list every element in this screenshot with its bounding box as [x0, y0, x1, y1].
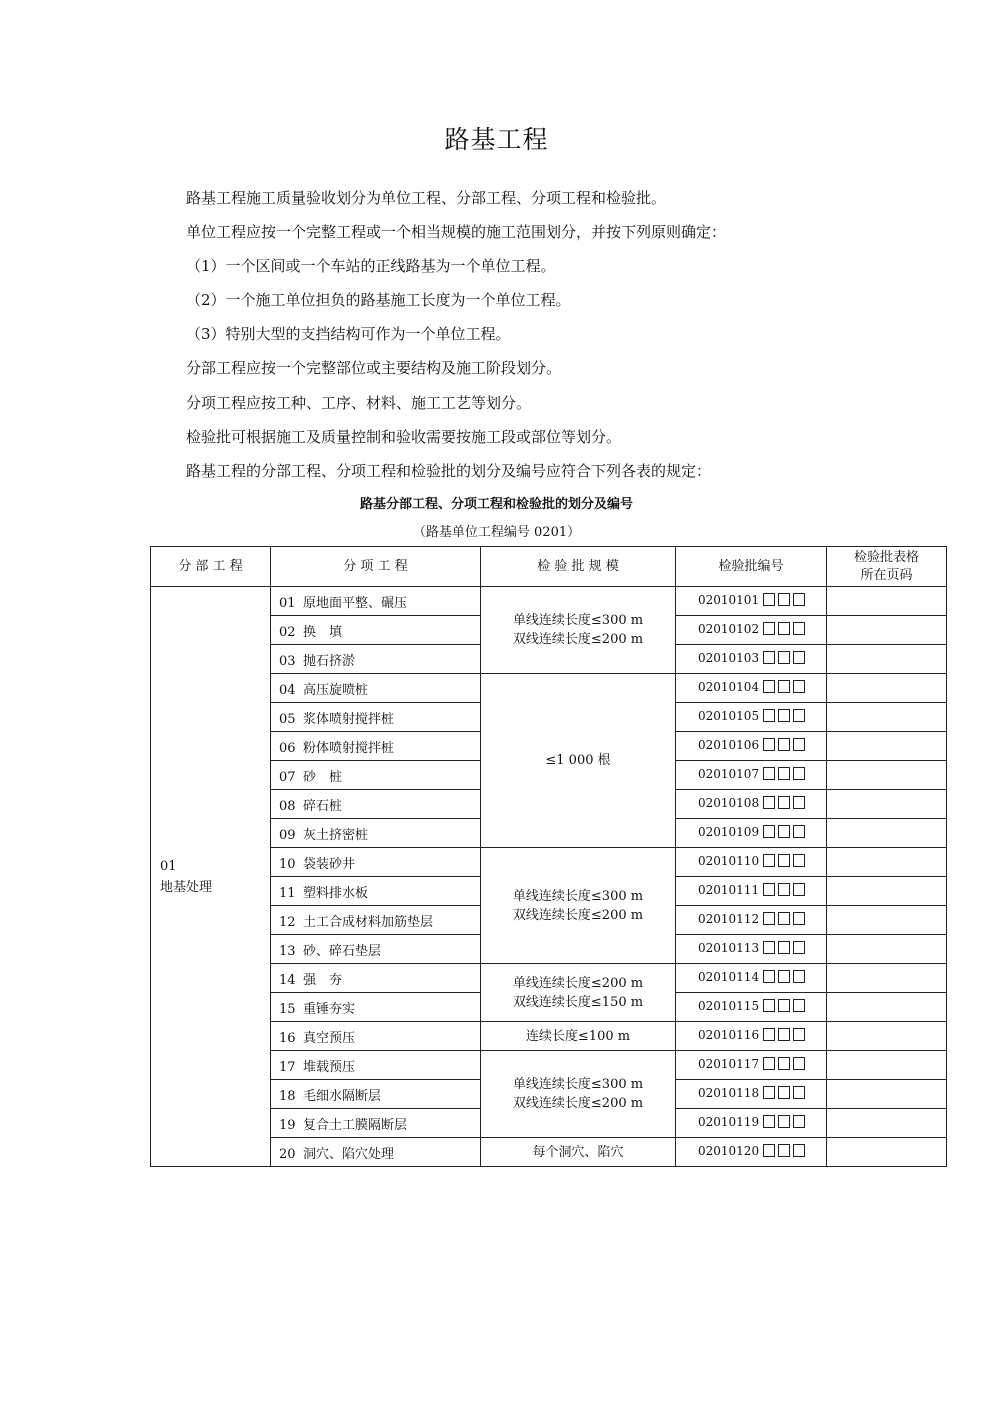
page-cell: [827, 906, 947, 935]
code-box: [763, 709, 775, 722]
scale-cell: [481, 587, 676, 674]
page-cell: [827, 848, 947, 877]
item-cell: [271, 1051, 481, 1080]
code-boxes: [763, 738, 808, 754]
code-box: [793, 999, 805, 1012]
item-name: 浆体喷射搅拌桩: [303, 711, 395, 727]
code-cell: [676, 645, 827, 674]
code-box: [778, 622, 790, 635]
item-cell: [271, 877, 481, 906]
batch-code: 02010111: [698, 883, 760, 897]
page-cell: [827, 819, 947, 848]
code-box: [778, 796, 790, 809]
item-cell: [271, 1080, 481, 1109]
code-cell: [676, 761, 827, 790]
code-boxes: [763, 796, 808, 812]
item-number: 04: [279, 682, 296, 698]
item-name: 土工合成材料加筋垫层: [303, 914, 434, 930]
code-box: [763, 738, 775, 751]
code-box: [778, 767, 790, 780]
scale-text: 单线连续长度≤300 m: [512, 1077, 644, 1092]
page-cell: [827, 1022, 947, 1051]
code-box: [778, 970, 790, 983]
scale-cell: [481, 1051, 676, 1138]
item-name: 抛石挤淤: [303, 653, 356, 669]
code-box: [793, 912, 805, 925]
code-boxes: [763, 709, 808, 725]
code-cell: [676, 1051, 827, 1080]
code-box: [763, 767, 775, 780]
item-cell: [271, 1022, 481, 1051]
code-box: [763, 825, 775, 838]
code-box: [793, 622, 805, 635]
code-box: [763, 1086, 775, 1099]
scale-text: 双线连续长度≤200 m: [512, 907, 644, 923]
item-name: 袋装砂井: [303, 856, 356, 872]
item-cell: [271, 790, 481, 819]
scale-text: 每个洞穴、陷穴: [532, 1144, 624, 1160]
item-number: 08: [279, 798, 296, 814]
item-number: 15: [279, 1001, 296, 1017]
code-box: [763, 1144, 775, 1157]
item-name: 砂 桩: [303, 769, 343, 785]
code-box: [793, 1115, 805, 1128]
code-box: [778, 854, 790, 867]
table-row: [151, 964, 947, 993]
code-cell: [676, 616, 827, 645]
code-box: [763, 912, 775, 925]
item-cell: [271, 906, 481, 935]
code-box: [763, 1028, 775, 1041]
code-cell: [676, 674, 827, 703]
batch-code: 02010107: [698, 767, 760, 781]
item-number: 05: [279, 711, 296, 727]
item-name: 原地面平整、碾压: [303, 595, 408, 611]
item-number: 13: [279, 943, 296, 959]
code-box: [763, 854, 775, 867]
item-number: 01: [279, 595, 296, 611]
code-box: [793, 1028, 805, 1041]
paragraph: 分项工程应按工种、工序、材料、施工工艺等划分。: [186, 394, 532, 412]
code-box: [778, 883, 790, 896]
code-cell: [676, 1109, 827, 1138]
code-cell: [676, 790, 827, 819]
header-page-line2: 所在页码: [860, 567, 913, 583]
code-box: [763, 622, 775, 635]
item-name: 高压旋喷桩: [303, 682, 369, 698]
code-cell: [676, 877, 827, 906]
item-number: 18: [279, 1088, 296, 1104]
page-cell: [827, 935, 947, 964]
code-box: [793, 825, 805, 838]
page-cell: [827, 1080, 947, 1109]
item-name: 洞穴、陷穴处理: [303, 1146, 395, 1162]
header-division: 分 部 工 程: [151, 547, 271, 587]
code-box: [763, 941, 775, 954]
code-boxes: [763, 854, 808, 870]
page-title: 路基工程: [444, 125, 549, 154]
paragraph: 单位工程应按一个完整工程或一个相当规模的施工范围划分，并按下列原则确定：: [186, 223, 727, 241]
code-box: [778, 680, 790, 693]
batch-code: 02010113: [698, 941, 760, 955]
item-name: 砂、碎石垫层: [303, 943, 382, 959]
scale-text: 单线连续长度≤300 m: [512, 613, 644, 628]
code-box: [793, 941, 805, 954]
paragraph: 分部工程应按一个完整部位或主要结构及施工阶段划分。: [186, 359, 562, 377]
code-box: [763, 1115, 775, 1128]
code-boxes: [763, 593, 808, 609]
batch-code: 02010110: [698, 854, 760, 868]
code-cell: [676, 935, 827, 964]
division-cell: [151, 587, 271, 1167]
item-name: 复合土工膜隔断层: [303, 1117, 408, 1133]
division-code: 01: [160, 858, 177, 874]
table-body: [151, 587, 947, 1167]
code-box: [763, 796, 775, 809]
batch-code: 02010104: [698, 680, 760, 694]
code-box: [778, 1028, 790, 1041]
item-cell: [271, 761, 481, 790]
division-name: 地基处理: [160, 879, 213, 895]
item-number: 07: [279, 769, 296, 785]
item-number: 11: [279, 885, 296, 901]
scale-text: 单线连续长度≤200 m: [512, 975, 644, 991]
code-box: [763, 651, 775, 664]
scale-text: 单线连续长度≤300 m: [512, 888, 644, 904]
code-boxes: [763, 651, 808, 667]
scale-text: 双线连续长度≤200 m: [512, 632, 644, 647]
table-row: [151, 587, 947, 616]
item-cell: [271, 819, 481, 848]
item-number: 09: [279, 827, 296, 843]
item-cell: [271, 848, 481, 877]
item-number: 16: [279, 1030, 296, 1046]
code-box: [778, 651, 790, 664]
code-box: [778, 825, 790, 838]
header-page-line1: 检验批表格: [853, 549, 919, 565]
page-cell: [827, 674, 947, 703]
batch-code: 02010118: [698, 1086, 760, 1100]
scale-cell: [481, 674, 676, 848]
code-box: [793, 883, 805, 896]
batch-code: 02010115: [698, 999, 760, 1013]
code-box: [793, 1057, 805, 1070]
table-row: [151, 1051, 947, 1080]
code-box: [763, 999, 775, 1012]
item-cell: [271, 616, 481, 645]
code-cell: [676, 819, 827, 848]
code-boxes: [763, 970, 808, 986]
paragraph: （3）特别大型的支挡结构可作为一个单位工程。: [186, 325, 511, 343]
code-box: [793, 651, 805, 664]
code-box: [778, 1144, 790, 1157]
item-cell: [271, 935, 481, 964]
paragraph: 路基工程施工质量验收划分为单位工程、分部工程、分项工程和检验批。: [186, 189, 667, 207]
item-name: 碎石桩: [303, 798, 343, 814]
item-number: 10: [279, 856, 296, 872]
paragraph: （2）一个施工单位担负的路基施工长度为一个单位工程。: [186, 291, 571, 309]
item-cell: [271, 993, 481, 1022]
batch-code: 02010108: [698, 796, 760, 810]
item-number: 03: [279, 653, 296, 669]
item-cell: [271, 732, 481, 761]
code-box: [793, 1144, 805, 1157]
code-box: [778, 593, 790, 606]
batch-code: 02010114: [698, 970, 760, 984]
code-box: [793, 738, 805, 751]
page-cell: [827, 964, 947, 993]
header-code: 检验批编号: [676, 547, 827, 587]
page-cell: [827, 1051, 947, 1080]
item-cell: [271, 1138, 481, 1167]
table-row: [151, 1138, 947, 1167]
code-box: [793, 767, 805, 780]
item-name: 塑料排水板: [303, 885, 369, 901]
paragraph: 路基工程的分部工程、分项工程和检验批的划分及编号应符合下列各表的规定：: [186, 462, 712, 480]
code-cell: [676, 848, 827, 877]
item-name: 堆载预压: [303, 1059, 356, 1075]
page-cell: [827, 877, 947, 906]
page-cell: [827, 1109, 947, 1138]
code-box: [763, 1057, 775, 1070]
code-box: [778, 912, 790, 925]
scale-text: 双线连续长度≤200 m: [512, 1096, 644, 1111]
code-boxes: [763, 622, 808, 638]
page-cell: [827, 1138, 947, 1167]
page-cell: [827, 761, 947, 790]
item-cell: [271, 587, 481, 616]
code-boxes: [763, 767, 808, 783]
batch-code: 02010103: [698, 651, 760, 665]
code-cell: [676, 964, 827, 993]
code-box: [793, 709, 805, 722]
page-cell: [827, 616, 947, 645]
code-box: [778, 709, 790, 722]
code-box: [778, 941, 790, 954]
code-boxes: [763, 1057, 808, 1073]
page-cell: [827, 703, 947, 732]
item-name: 灰土挤密桩: [303, 827, 369, 843]
item-cell: [271, 1109, 481, 1138]
item-cell: [271, 645, 481, 674]
header-page: [827, 547, 947, 587]
code-box: [778, 1086, 790, 1099]
item-cell: [271, 964, 481, 993]
code-box: [763, 593, 775, 606]
code-box: [763, 883, 775, 896]
code-box: [778, 999, 790, 1012]
code-cell: [676, 906, 827, 935]
item-name: 真空预压: [303, 1030, 356, 1046]
code-box: [793, 593, 805, 606]
table-row: [151, 848, 947, 877]
scale-text: 双线连续长度≤150 m: [512, 994, 644, 1010]
paragraph: （1）一个区间或一个车站的正线路基为一个单位工程。: [186, 257, 556, 275]
scale-cell: [481, 848, 676, 964]
code-cell: [676, 1080, 827, 1109]
table-caption: 路基分部工程、分项工程和检验批的划分及编号: [359, 497, 633, 512]
batch-code: 02010102: [698, 622, 760, 636]
item-name: 强 夯: [303, 972, 343, 988]
page-cell: [827, 790, 947, 819]
code-boxes: [763, 999, 808, 1015]
item-number: 17: [279, 1059, 296, 1075]
code-boxes: [763, 1115, 808, 1131]
item-number: 14: [279, 972, 296, 988]
item-number: 19: [279, 1117, 296, 1133]
code-box: [763, 680, 775, 693]
batch-code: 02010101: [698, 593, 760, 607]
code-cell: [676, 732, 827, 761]
code-boxes: [763, 1086, 808, 1102]
batch-code: 02010106: [698, 738, 760, 752]
item-name: 换 填: [303, 624, 343, 640]
code-box: [778, 1057, 790, 1070]
item-name: 毛细水隔断层: [303, 1088, 382, 1104]
scale-cell: [481, 1138, 676, 1167]
scale-cell: [481, 1022, 676, 1051]
code-box: [793, 1086, 805, 1099]
item-number: 12: [279, 914, 296, 930]
code-box: [778, 1115, 790, 1128]
code-cell: [676, 1022, 827, 1051]
table-subcaption: （路基单位工程编号 0201）: [412, 525, 581, 540]
code-cell: [676, 587, 827, 616]
code-cell: [676, 1138, 827, 1167]
paragraph: 检验批可根据施工及质量控制和验收需要按施工段或部位等划分。: [186, 428, 622, 446]
table-header-row: [151, 547, 947, 587]
page-cell: [827, 645, 947, 674]
header-item: 分 项 工 程: [271, 547, 481, 587]
item-name: 粉体喷射搅拌桩: [303, 740, 395, 756]
code-cell: [676, 703, 827, 732]
batch-code: 02010120: [698, 1144, 760, 1158]
code-box: [793, 796, 805, 809]
batch-code: 02010119: [698, 1115, 760, 1129]
code-boxes: [763, 680, 808, 696]
code-boxes: [763, 825, 808, 841]
item-cell: [271, 674, 481, 703]
item-number: 06: [279, 740, 296, 756]
item-number: 20: [279, 1146, 296, 1162]
code-boxes: [763, 1144, 808, 1160]
code-boxes: [763, 941, 808, 957]
table-row: [151, 674, 947, 703]
batch-code: 02010105: [698, 709, 760, 723]
batch-code: 02010116: [698, 1028, 760, 1042]
scale-text: 连续长度≤100 m: [525, 1028, 631, 1044]
code-box: [763, 970, 775, 983]
item-cell: [271, 703, 481, 732]
header-scale: 检 验 批 规 模: [481, 547, 676, 587]
batch-code: 02010109: [698, 825, 760, 839]
page-cell: [827, 993, 947, 1022]
code-cell: [676, 993, 827, 1022]
table-row: [151, 1022, 947, 1051]
scale-text: ≤1 000 根: [545, 753, 611, 768]
code-boxes: [763, 1028, 808, 1044]
code-box: [778, 738, 790, 751]
page-cell: [827, 587, 947, 616]
page-cell: [827, 732, 947, 761]
batch-code: 02010117: [698, 1057, 760, 1071]
code-boxes: [763, 883, 808, 899]
batch-code: 02010112: [698, 912, 760, 926]
code-box: [793, 680, 805, 693]
code-boxes: [763, 912, 808, 928]
code-box: [793, 970, 805, 983]
code-box: [793, 854, 805, 867]
item-number: 02: [279, 624, 296, 640]
scale-cell: [481, 964, 676, 1022]
item-name: 重锤夯实: [303, 1001, 356, 1017]
division-table: [150, 546, 947, 1167]
